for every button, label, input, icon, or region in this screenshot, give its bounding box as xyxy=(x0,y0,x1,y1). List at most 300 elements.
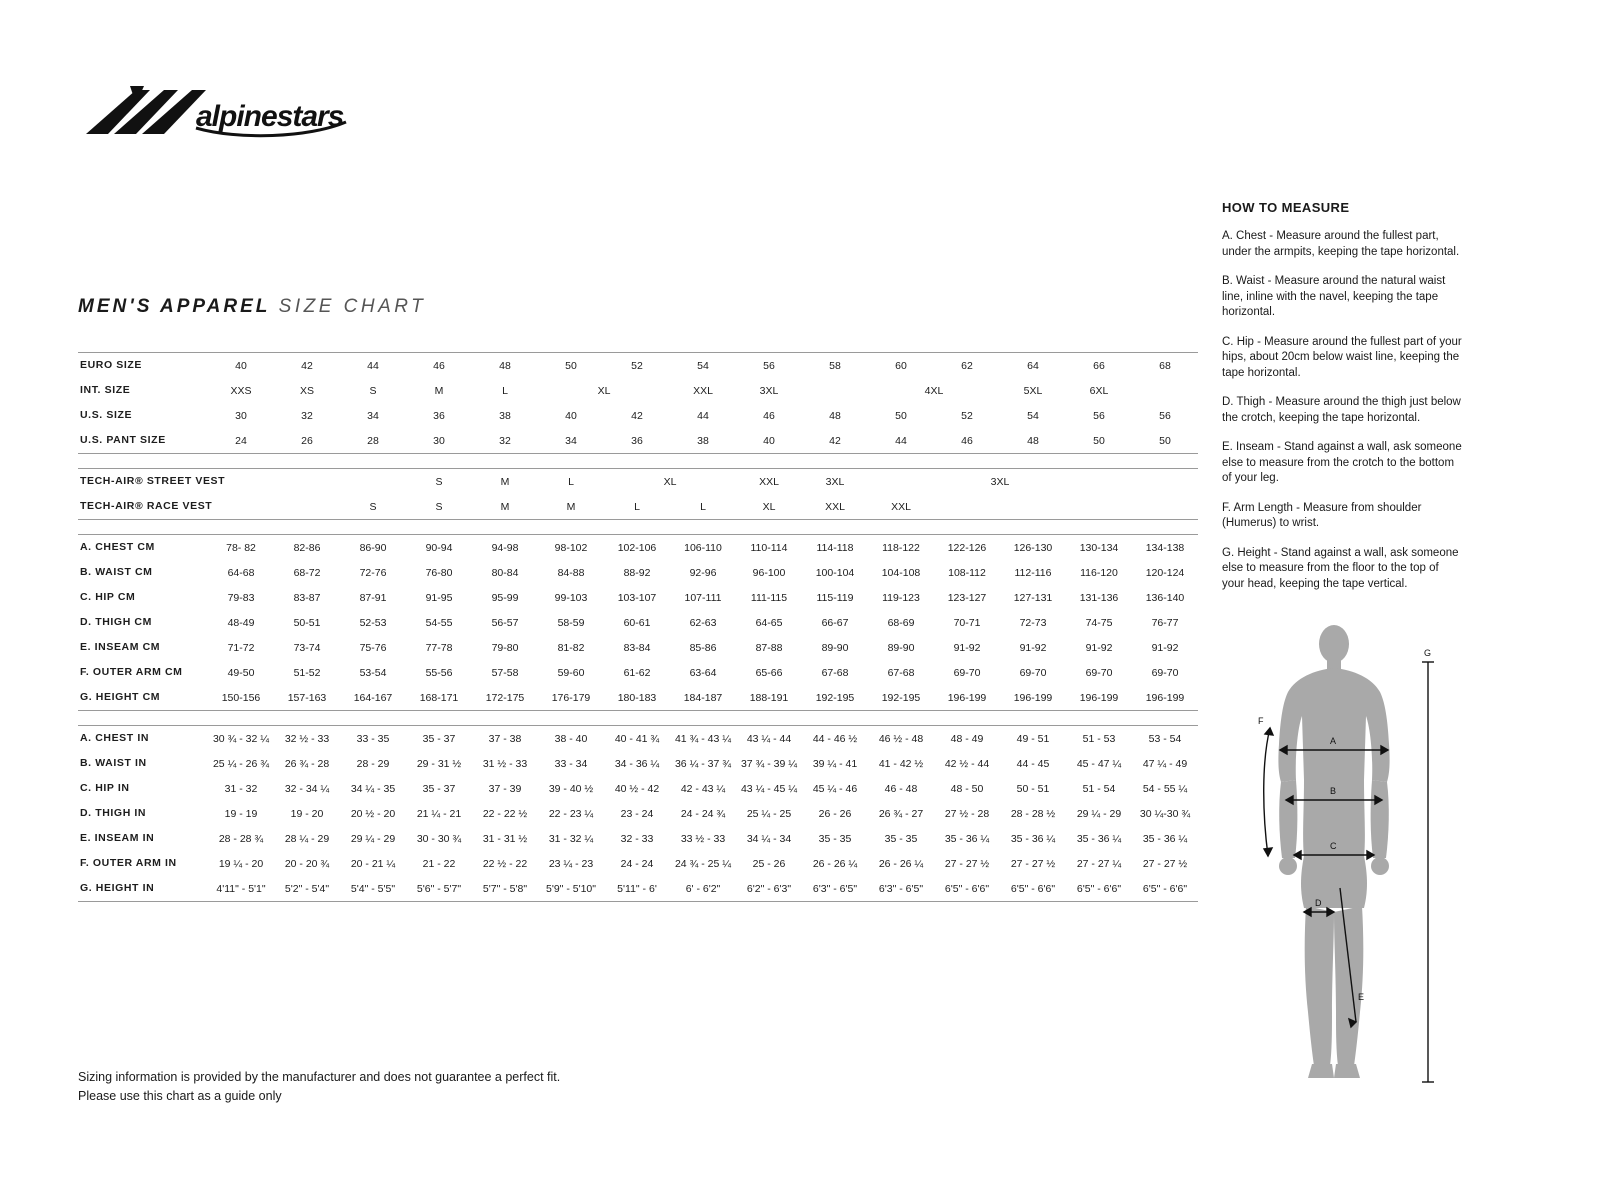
table-cell: 36 xyxy=(604,428,670,454)
table-cell: 56 xyxy=(1093,409,1105,422)
table-cell: 48-49 xyxy=(227,616,255,629)
table-cell: 19 - 19 xyxy=(224,807,258,820)
row-label: D. THIGH IN xyxy=(80,806,147,819)
table-cell: 34 xyxy=(367,409,379,422)
row-label: TECH-AIR® RACE VEST xyxy=(78,494,208,520)
table-cell: 114-118 xyxy=(802,535,868,561)
table-cell xyxy=(802,378,868,403)
table-row xyxy=(78,685,1198,711)
table-cell: 65-66 xyxy=(755,666,783,679)
table-cell: M xyxy=(472,494,538,520)
table-row xyxy=(78,726,1198,752)
table-cell: 64-65 xyxy=(755,616,783,629)
table-cell: 5'6" - 5'7" xyxy=(406,876,472,902)
table-cell: 33 - 34 xyxy=(554,757,588,770)
table-spacer xyxy=(78,711,1198,726)
table-cell: 6'5" - 6'6" xyxy=(1066,876,1132,902)
table-row xyxy=(78,876,1198,902)
table-cell: 122-126 xyxy=(934,535,1000,561)
table-cell: 44 - 45 xyxy=(1016,757,1050,770)
row-label: F. OUTER ARM CM xyxy=(80,665,183,678)
table-spacer xyxy=(78,454,1198,469)
table-cell: 157-163 xyxy=(274,685,340,711)
table-cell: 30 ¾ - 32 ¼ xyxy=(208,726,274,752)
table-cell: 91-92 xyxy=(1019,641,1047,654)
table-cell: 69-70 xyxy=(1085,666,1113,679)
table-cell: 48 - 50 xyxy=(950,782,984,795)
table-cell: 29 ¼ - 29 xyxy=(350,832,396,845)
table-cell: 91-92 xyxy=(1151,641,1179,654)
row-label: TECH-AIR® STREET VEST xyxy=(78,469,208,495)
table-cell: 85-86 xyxy=(689,641,717,654)
table-cell: 45 ¼ - 46 xyxy=(812,782,858,795)
table-cell: 79-83 xyxy=(227,591,255,604)
table-cell: L xyxy=(538,469,604,495)
table-row xyxy=(78,801,1198,826)
table-cell: 40 ½ - 42 xyxy=(614,782,660,795)
table-cell: 27 - 27 ½ xyxy=(944,857,990,870)
table-cell: 48 - 49 xyxy=(934,726,1000,752)
svg-text:alpinestars: alpinestars xyxy=(196,100,344,133)
table-cell: 81-82 xyxy=(557,641,585,654)
table-cell: 50 xyxy=(1132,428,1198,454)
table-row xyxy=(78,635,1198,660)
table-cell: 50 xyxy=(1066,428,1132,454)
table-cell: 66 xyxy=(1066,353,1132,379)
table-cell: XXL xyxy=(736,469,802,495)
table-cell: 56-57 xyxy=(491,616,519,629)
table-cell: 6'2" - 6'3" xyxy=(736,876,802,902)
table-cell: 62-63 xyxy=(689,616,717,629)
table-cell: 26 - 26 ¼ xyxy=(812,857,858,870)
table-cell: 196-199 xyxy=(1132,685,1198,711)
how-to-measure-item: G. Height - Stand against a wall, ask someone else to measure from the floor to the top of your head, keeping the tape vertical. xyxy=(1222,546,1459,590)
table-cell: 89-90 xyxy=(821,641,849,654)
row-label: B. WAIST CM xyxy=(80,565,153,578)
figure-label-c: C xyxy=(1330,841,1337,851)
table-cell: 46 xyxy=(406,353,472,379)
table-cell: 91-92 xyxy=(1085,641,1113,654)
table-cell: 39 ¼ - 41 xyxy=(812,757,858,770)
table-cell: S xyxy=(406,494,472,520)
table-cell: 72-76 xyxy=(359,566,387,579)
table-cell: 42 - 43 ¼ xyxy=(680,782,726,795)
table-cell: 63-64 xyxy=(689,666,717,679)
table-cell: S xyxy=(369,384,377,397)
table-cell: 26 - 26 xyxy=(818,807,852,820)
table-cell: 53-54 xyxy=(359,666,387,679)
table-cell: 26 ¾ - 27 xyxy=(878,807,924,820)
table-cell xyxy=(1132,378,1198,403)
table-cell: 123-127 xyxy=(947,591,987,604)
table-cell xyxy=(208,469,406,495)
table-cell: 102-106 xyxy=(604,535,670,561)
table-cell: 22 ½ - 22 xyxy=(482,857,528,870)
table-cell: 87-91 xyxy=(359,591,387,604)
figure-label-d: D xyxy=(1315,898,1322,908)
table-cell: 19 - 20 xyxy=(290,807,324,820)
table-cell: 64-68 xyxy=(227,566,255,579)
table-cell: 176-179 xyxy=(538,685,604,711)
table-cell: XXL xyxy=(868,494,934,520)
table-cell: 35 - 35 xyxy=(884,832,918,845)
table-cell: 37 - 39 xyxy=(488,782,522,795)
table-cell: 89-90 xyxy=(887,641,915,654)
how-to-measure-item: B. Waist - Measure around the natural waist line, inline with the navel, keeping the tape horizontal. xyxy=(1222,275,1446,319)
table-cell: 29 ¼ - 29 xyxy=(1076,807,1122,820)
table-cell: 95-99 xyxy=(491,591,519,604)
table-cell: 52 xyxy=(604,353,670,379)
row-label: D. THIGH CM xyxy=(80,615,152,628)
table-cell: 43 ¼ - 44 xyxy=(736,726,802,752)
table-cell: 47 ¼ - 49 xyxy=(1142,757,1188,770)
table-cell: 58 xyxy=(802,353,868,379)
table-cell: 84-88 xyxy=(557,566,585,579)
table-cell: XL xyxy=(604,469,736,495)
table-cell: 134-138 xyxy=(1132,535,1198,561)
table-cell: 90-94 xyxy=(406,535,472,561)
row-label: C. HIP IN xyxy=(80,781,130,794)
table-cell: 3XL xyxy=(759,384,779,397)
table-cell: 62 xyxy=(934,353,1000,379)
table-row xyxy=(78,378,1198,403)
table-cell: 107-111 xyxy=(684,591,722,604)
table-cell: 30 ¼-30 ¾ xyxy=(1139,807,1191,820)
table-cell: 32 - 34 ¼ xyxy=(284,782,330,795)
table-cell: 82-86 xyxy=(274,535,340,561)
row-label: E. INSEAM IN xyxy=(80,831,155,844)
table-cell: 37 ¾ - 39 ¼ xyxy=(740,757,798,770)
table-cell: 106-110 xyxy=(670,535,736,561)
table-cell: 136-140 xyxy=(1145,591,1185,604)
table-cell: 72-73 xyxy=(1019,616,1047,629)
table-row xyxy=(78,776,1198,801)
table-cell: 196-199 xyxy=(934,685,1000,711)
table-cell: 45 - 47 ¼ xyxy=(1076,757,1122,770)
how-to-measure-heading: HOW TO MEASURE xyxy=(1222,200,1350,215)
table-cell: 120-124 xyxy=(1145,566,1185,579)
table-cell: 23 ¼ - 23 xyxy=(548,857,594,870)
table-cell: 79-80 xyxy=(491,641,519,654)
table-cell: 103-107 xyxy=(617,591,657,604)
table-spacer xyxy=(78,520,1198,535)
footnote-line-2: Please use this chart as a guide only xyxy=(78,1089,282,1104)
table-cell: 26 - 26 ¼ xyxy=(878,857,924,870)
page-title-bold: MEN'S APPAREL xyxy=(78,296,271,317)
table-cell: 56 xyxy=(1159,409,1171,422)
table-cell: 64 xyxy=(1000,353,1066,379)
row-label: G. HEIGHT CM xyxy=(78,685,208,711)
table-cell: 83-84 xyxy=(623,641,651,654)
table-cell: 30 - 30 ¾ xyxy=(416,832,462,845)
table-cell: 58-59 xyxy=(557,616,585,629)
table-cell: 92-96 xyxy=(689,566,717,579)
table-cell: 50-51 xyxy=(293,616,321,629)
table-cell: XS xyxy=(299,384,314,397)
table-cell: 61-62 xyxy=(623,666,651,679)
table-cell: 35 - 36 ¼ xyxy=(1142,832,1188,845)
row-label: G. HEIGHT IN xyxy=(78,876,208,902)
figure-label-g: G xyxy=(1424,648,1432,658)
table-cell: 3XL xyxy=(934,469,1066,495)
how-to-measure-item: E. Inseam - Stand against a wall, ask someone else to measure from the crotch to the bottom of your leg. xyxy=(1222,441,1462,485)
table-cell: 48 xyxy=(829,409,841,422)
table-cell: 35 - 36 ¼ xyxy=(1010,832,1056,845)
table-cell: 36 ¼ - 37 ¾ xyxy=(674,757,732,770)
table-cell: 27 - 27 ½ xyxy=(1010,857,1056,870)
table-cell: 41 ¾ - 43 ¼ xyxy=(670,726,736,752)
table-cell: 27 ½ - 28 xyxy=(944,807,990,820)
table-cell: 150-156 xyxy=(208,685,274,711)
table-cell: 76-80 xyxy=(425,566,453,579)
table-cell xyxy=(1066,469,1198,495)
table-cell: 75-76 xyxy=(359,641,387,654)
table-cell: 5'7" - 5'8" xyxy=(472,876,538,902)
table-cell: L xyxy=(502,384,508,397)
table-cell: 25 ¼ - 25 xyxy=(746,807,792,820)
table-cell: 131-136 xyxy=(1079,591,1119,604)
row-label: A. CHEST CM xyxy=(78,535,208,561)
table-cell: 5'9" - 5'10" xyxy=(538,876,604,902)
table-cell: 4XL xyxy=(924,384,944,397)
row-label: INT. SIZE xyxy=(80,383,131,396)
size-chart-table xyxy=(78,352,1198,902)
table-row xyxy=(78,851,1198,876)
table-cell: 87-88 xyxy=(755,641,783,654)
table-cell: 99-103 xyxy=(554,591,588,604)
table-row xyxy=(78,585,1198,610)
table-cell: 35 - 35 xyxy=(818,832,852,845)
table-cell: 35 - 37 xyxy=(406,726,472,752)
table-cell: 34 ¼ - 35 xyxy=(350,782,396,795)
table-cell: 180-183 xyxy=(604,685,670,711)
table-cell: 118-122 xyxy=(868,535,934,561)
table-row xyxy=(78,494,1198,520)
table-cell: 88-92 xyxy=(623,566,651,579)
figure-label-b: B xyxy=(1330,786,1337,796)
table-cell: 46 - 48 xyxy=(884,782,918,795)
table-cell: 41 - 42 ½ xyxy=(878,757,924,770)
size-chart-table-wrap xyxy=(78,352,1191,902)
table-cell: 44 xyxy=(697,409,709,422)
how-to-measure-item: C. Hip - Measure around the fullest part of your hips, about 20cm below waist line, keeping the tape horizontal. xyxy=(1222,335,1462,379)
table-cell: 74-75 xyxy=(1085,616,1113,629)
table-cell: 48 xyxy=(1000,428,1066,454)
table-cell: 192-195 xyxy=(868,685,934,711)
table-cell: 31 - 32 ¼ xyxy=(548,832,594,845)
table-cell: 164-167 xyxy=(340,685,406,711)
table-cell: 34 xyxy=(538,428,604,454)
table-row xyxy=(78,610,1198,635)
table-cell: 127-131 xyxy=(1013,591,1053,604)
table-cell: 27 - 27 ¼ xyxy=(1076,857,1122,870)
footnote xyxy=(78,1068,560,1107)
table-cell: 28 ¼ - 29 xyxy=(284,832,330,845)
row-label: B. WAIST IN xyxy=(80,756,147,769)
table-cell: 196-199 xyxy=(1000,685,1066,711)
table-cell: XXL xyxy=(693,384,713,397)
table-cell: 21 - 22 xyxy=(422,857,456,870)
table-cell: 22 - 22 ½ xyxy=(482,807,528,820)
table-cell xyxy=(934,494,1198,520)
how-to-measure-item: F. Arm Length - Measure from shoulder (Humerus) to wrist. xyxy=(1222,501,1422,530)
table-cell: 39 - 40 ½ xyxy=(548,782,594,795)
table-cell: 28 - 28 ½ xyxy=(1010,807,1056,820)
table-cell: 33 - 35 xyxy=(340,726,406,752)
table-cell: 6'3" - 6'5" xyxy=(868,876,934,902)
table-row xyxy=(78,560,1198,585)
table-cell: 100-104 xyxy=(815,566,855,579)
table-cell: 68-72 xyxy=(293,566,321,579)
table-cell: 116-120 xyxy=(1080,566,1118,579)
table-cell: M xyxy=(434,384,444,397)
table-cell: 32 xyxy=(472,428,538,454)
table-cell: 188-191 xyxy=(736,685,802,711)
table-row xyxy=(78,353,1198,379)
table-cell: S xyxy=(340,494,406,520)
table-cell: L xyxy=(604,494,670,520)
table-cell: 29 - 31 ½ xyxy=(416,757,462,770)
table-cell: XL xyxy=(597,384,611,397)
how-to-measure-panel xyxy=(1222,200,1462,606)
table-cell: 31 - 31 ½ xyxy=(482,832,528,845)
row-label: F. OUTER ARM IN xyxy=(80,856,177,869)
table-row xyxy=(78,751,1198,776)
table-cell: 32 ½ - 33 xyxy=(274,726,340,752)
table-cell: 20 - 21 ¼ xyxy=(350,857,396,870)
table-cell: 22 - 23 ¼ xyxy=(548,807,594,820)
table-cell: 26 xyxy=(274,428,340,454)
table-cell: 111-115 xyxy=(750,591,788,604)
table-cell: 119-123 xyxy=(882,591,920,604)
row-label: U.S. PANT SIZE xyxy=(78,428,208,454)
table-cell: 44 xyxy=(868,428,934,454)
table-cell: 56 xyxy=(736,353,802,379)
table-cell: 19 ¼ - 20 xyxy=(218,857,264,870)
table-cell: 46 xyxy=(934,428,1000,454)
table-cell: 44 - 46 ½ xyxy=(802,726,868,752)
table-cell: 68 xyxy=(1132,353,1198,379)
table-cell: 94-98 xyxy=(472,535,538,561)
table-cell: 5'2" - 5'4" xyxy=(274,876,340,902)
table-cell xyxy=(868,469,934,495)
table-cell: 20 ½ - 20 xyxy=(350,807,396,820)
table-cell: 49 - 51 xyxy=(1000,726,1066,752)
table-cell: 42 xyxy=(631,409,643,422)
table-cell: 69-70 xyxy=(1019,666,1047,679)
table-cell: 46 ½ - 48 xyxy=(868,726,934,752)
table-cell: 77-78 xyxy=(425,641,453,654)
table-cell: 59-60 xyxy=(557,666,585,679)
table-cell: 27 - 27 ½ xyxy=(1142,857,1188,870)
body-silhouette xyxy=(1278,625,1389,1078)
table-cell: 69-70 xyxy=(1151,666,1179,679)
table-cell: 54 - 55 ¼ xyxy=(1142,782,1188,795)
table-cell: 49-50 xyxy=(227,666,255,679)
table-cell: 53 - 54 xyxy=(1132,726,1198,752)
table-cell: 5XL xyxy=(1023,384,1043,397)
table-cell: 66-67 xyxy=(821,616,849,629)
table-cell: 115-119 xyxy=(816,591,854,604)
table-cell: 36 xyxy=(433,409,445,422)
size-chart-body xyxy=(78,353,1198,902)
table-cell: 67-68 xyxy=(887,666,915,679)
table-cell: 34 ¼ - 34 xyxy=(746,832,792,845)
table-cell: 172-175 xyxy=(472,685,538,711)
brand-logo xyxy=(78,82,358,144)
alpinestars-logo-icon xyxy=(78,82,358,144)
table-cell: 98-102 xyxy=(538,535,604,561)
table-cell: 40 - 41 ¾ xyxy=(604,726,670,752)
table-cell: 126-130 xyxy=(1000,535,1066,561)
table-cell: 26 ¾ - 28 xyxy=(284,757,330,770)
table-cell: 40 xyxy=(565,409,577,422)
table-cell: 67-68 xyxy=(821,666,849,679)
row-label: U.S. SIZE xyxy=(80,408,133,421)
table-cell: 168-171 xyxy=(406,685,472,711)
table-cell: S xyxy=(406,469,472,495)
table-cell: 20 - 20 ¾ xyxy=(284,857,330,870)
table-cell: 28 - 28 ¾ xyxy=(218,832,264,845)
table-cell: 71-72 xyxy=(227,641,255,654)
table-cell: 78- 82 xyxy=(208,535,274,561)
table-cell: 24 - 24 ¾ xyxy=(680,807,726,820)
table-cell: 50 xyxy=(538,353,604,379)
table-cell: 50 xyxy=(895,409,907,422)
figure-label-f: F xyxy=(1258,716,1264,726)
table-cell: 76-77 xyxy=(1151,616,1179,629)
table-row xyxy=(78,403,1198,428)
table-cell: 73-74 xyxy=(293,641,321,654)
table-cell: 6'5" - 6'6" xyxy=(1000,876,1066,902)
table-cell: 54-55 xyxy=(425,616,453,629)
how-to-measure-item: D. Thigh - Measure around the thigh just below the crotch, keeping the tape horizontal. xyxy=(1222,396,1461,424)
table-cell: 24 - 24 xyxy=(620,857,654,870)
body-measurement-figure xyxy=(1222,620,1472,1100)
table-cell: 35 - 36 ¼ xyxy=(1076,832,1122,845)
table-cell: 34 - 36 ¼ xyxy=(614,757,660,770)
table-cell: 35 - 37 xyxy=(422,782,456,795)
table-cell: 5'11" - 6' xyxy=(604,876,670,902)
table-cell: 70-71 xyxy=(953,616,981,629)
table-cell: 40 xyxy=(208,353,274,379)
row-label: A. CHEST IN xyxy=(78,726,208,752)
table-cell: 33 ½ - 33 xyxy=(680,832,726,845)
table-cell: 80-84 xyxy=(491,566,519,579)
table-cell: 54 xyxy=(670,353,736,379)
table-row xyxy=(78,469,1198,495)
table-cell: 86-90 xyxy=(340,535,406,561)
row-label: C. HIP CM xyxy=(80,590,136,603)
table-cell: 42 xyxy=(802,428,868,454)
table-cell: 51 - 53 xyxy=(1066,726,1132,752)
table-cell: 42 xyxy=(274,353,340,379)
table-cell: 52 xyxy=(961,409,973,422)
table-cell: 54 xyxy=(1027,409,1039,422)
table-cell: 31 - 32 xyxy=(224,782,258,795)
table-cell: M xyxy=(472,469,538,495)
table-cell: 60 xyxy=(868,353,934,379)
table-cell: 30 xyxy=(406,428,472,454)
table-cell: 51 - 54 xyxy=(1082,782,1116,795)
body-figure-icon xyxy=(1222,620,1472,1100)
table-cell: 23 - 24 xyxy=(620,807,654,820)
table-cell: 6'5" - 6'6" xyxy=(1132,876,1198,902)
table-cell: 28 - 29 xyxy=(356,757,390,770)
table-cell: 6XL xyxy=(1089,384,1109,397)
table-cell: 6'3" - 6'5" xyxy=(802,876,868,902)
table-row xyxy=(78,428,1198,454)
